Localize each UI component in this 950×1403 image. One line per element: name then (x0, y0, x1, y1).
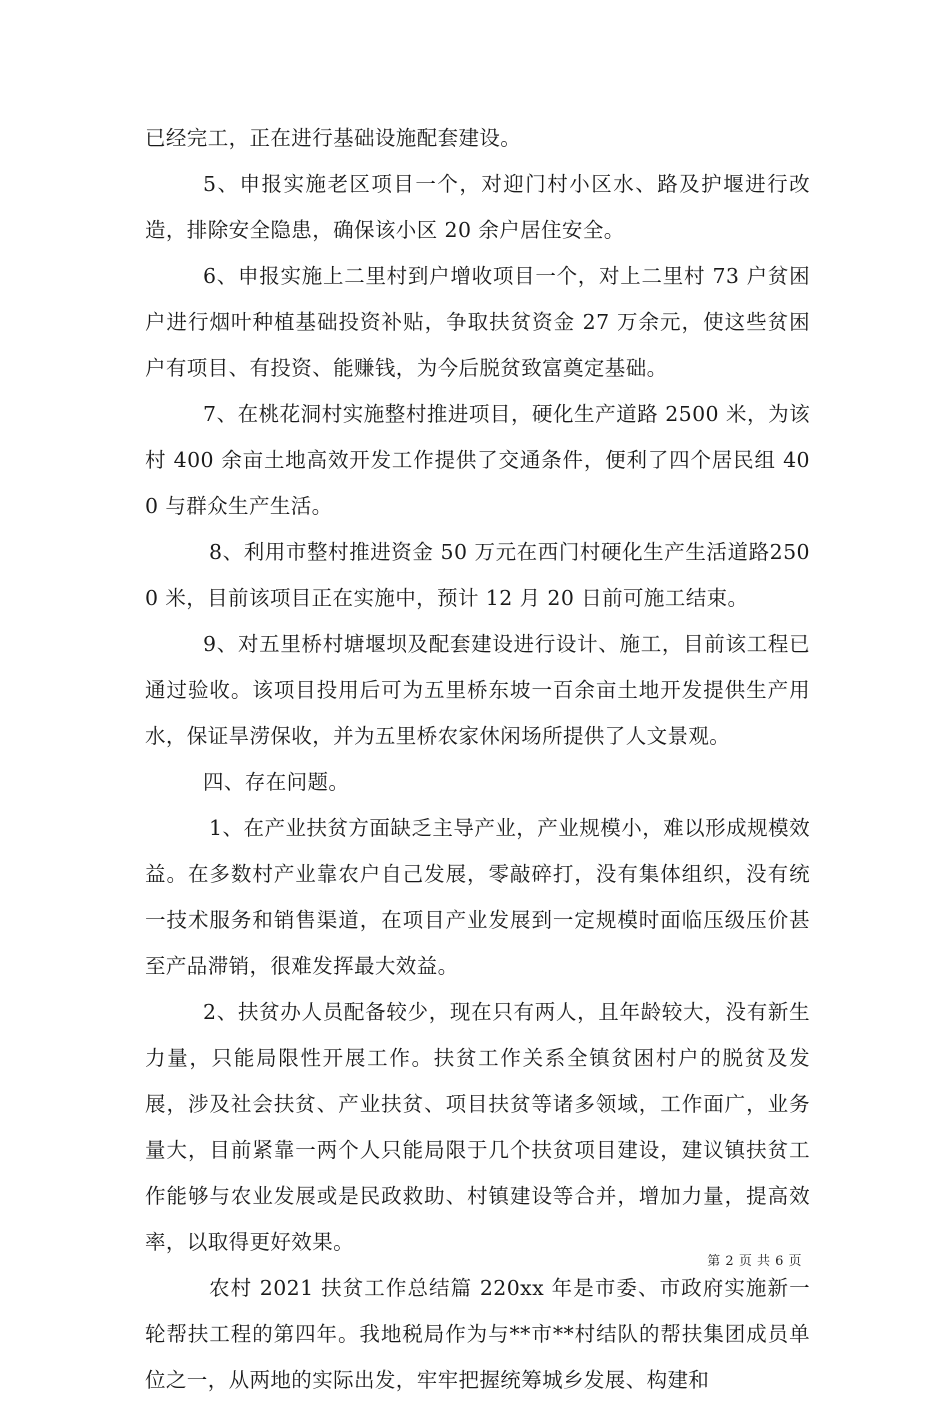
paragraph-summary-intro: 农村 2021 扶贫工作总结篇 220xx 年是市委、市政府实施新一轮帮扶工程的第四年。我地税局作为与**市**村结队的帮扶集团成员单位之一，从两地的实际出发，牢牢把握统筹城乡发展、构建和 (145, 1276, 810, 1392)
paragraph-problem-1: 1、在产业扶贫方面缺乏主导产业，产业规模小，难以形成规模效益。在多数村产业靠农户自己发展，零敲碎打，没有集体组织，没有统一技术服务和销售渠道，在项目产业发展到一定规模时面临压级压价甚至产品滞销，很难发挥最大效益。 (145, 816, 810, 978)
paragraph-item-7: 7、在桃花洞村实施整村推进项目，硬化生产道路 2500 米，为该村 400 余亩土地高效开发工作提供了交通条件，便利了四个居民组 400 与群众生产生活。 (145, 402, 810, 518)
section-heading-problems: 四、存在问题。 (203, 770, 350, 794)
page-number-footer: 第 2 页 共 6 页 (707, 1254, 802, 1269)
paragraph-item-5: 5、申报实施老区项目一个，对迎门村小区水、路及护堰进行改造，排除安全隐患，确保该小区 20 余户居住安全。 (145, 172, 810, 242)
paragraph-item-9: 9、对五里桥村塘堰坝及配套建设进行设计、施工，目前该工程已通过验收。该项目投用后可为五里桥东坡一百余亩土地开发提供生产用水，保证旱涝保收，并为五里桥农家休闲场所提供了人文景观。 (145, 632, 810, 748)
paragraph-item-6: 6、申报实施上二里村到户增收项目一个，对上二里村 73 户贫困户进行烟叶种植基础投资补贴，争取扶贫资金 27 万余元，使这些贫困户有项目、有投资、能赚钱，为今后脱贫致富奠定基础。 (145, 264, 810, 380)
paragraph-item-8: 8、利用市整村推进资金 50 万元在西门村硬化生产生活道路2500 米，目前该项目正在实施中，预计 12 月 20 日前可施工结束。 (145, 540, 810, 610)
document-body (145, 115, 810, 1403)
paragraph-continuation: 已经完工，正在进行基础设施配套建设。 (145, 126, 522, 150)
paragraph-problem-2: 2、扶贫办人员配备较少，现在只有两人，且年龄较大，没有新生力量，只能局限性开展工作。扶贫工作关系全镇贫困村户的脱贫及发展，涉及社会扶贫、产业扶贫、项目扶贫等诸多领域，工作面广，业务量大，目前紧靠一两个人只能局限于几个扶贫项目建设，建议镇扶贫工作能够与农业发展或是民政救助、村镇建设等合并，增加力量，提高效率，以取得更好效果。 (145, 1000, 810, 1254)
